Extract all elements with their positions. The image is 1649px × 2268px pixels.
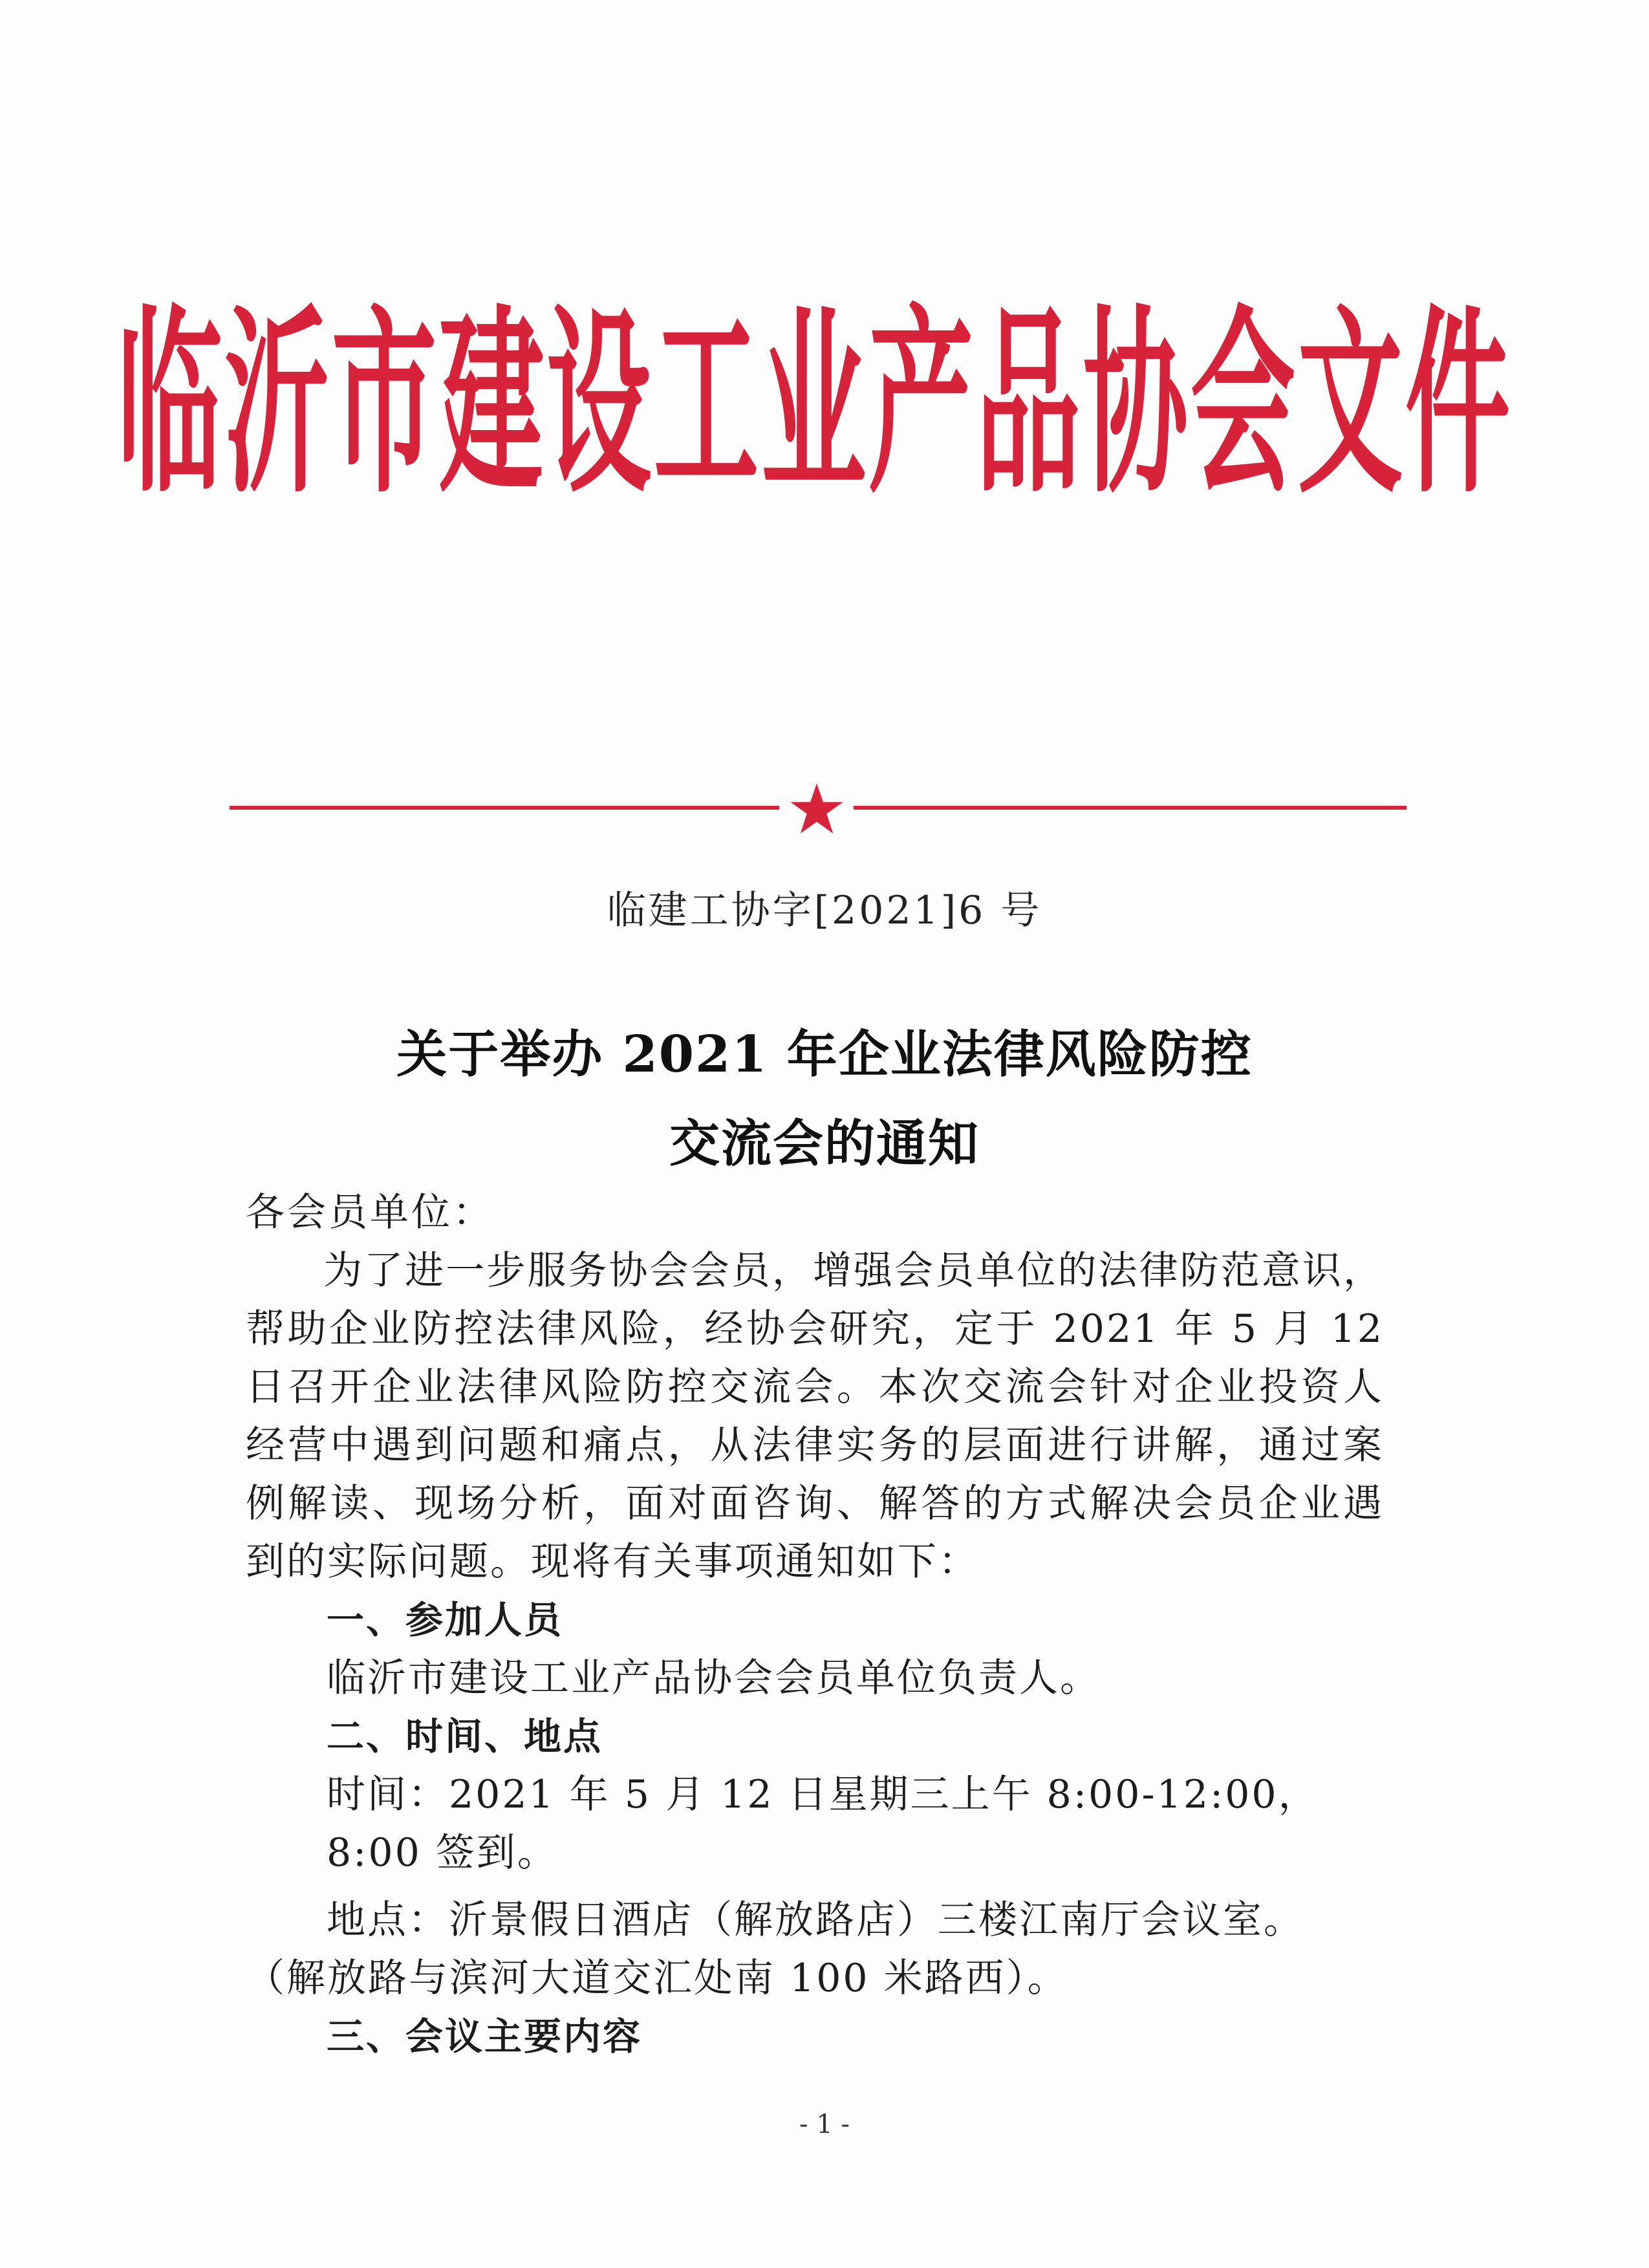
salutation: 各会员单位： <box>246 1190 494 1235</box>
document-number: 临建工协字[2021]6 号 <box>607 888 1042 933</box>
masthead <box>117 259 1513 521</box>
section-heading-participants: 一、参加人员 <box>327 1598 564 1642</box>
notice-title-line1: 关于举办 2021 年企业法律风险防控 <box>396 1025 1253 1084</box>
masthead-title: 临沂市建设工业产品协会文件 <box>117 290 1513 521</box>
section-heading-content: 三、会议主要内容 <box>327 2014 643 2058</box>
time-line-1: 时间：2021 年 5 月 12 日星期三上午 8:00-12:00， <box>327 1772 1319 1817</box>
star-icon <box>788 780 846 838</box>
notice-title-line2: 交流会的通知 <box>669 1114 980 1173</box>
notice-body <box>246 1183 1384 2066</box>
place-line-1: 地点：沂景假日酒店（解放路店）三楼江南厅会议室。 <box>327 1897 1304 1943</box>
intro-paragraph: 为了进一步服务协会会员，增强会员单位的法律防范意识，帮助企业防控法律风险，经协会研究，定于 2021 年 5 月 12 日召开企业法律风险防控交流会。本次交流会针对企业投资人经营中遇到问题和痛点，从法律实务的层面进行讲解，通过案例解读、现场分析，面对面咨询、解答的方式解决会员企业遇到的实际问题。现将有关事项通知如下： <box>246 1248 1384 1584</box>
place-line-2: （解放路与滨河大道交汇处南 100 米路西）。 <box>246 1956 1068 2001</box>
section-heading-time-place: 二、时间、地点 <box>327 1714 603 1758</box>
time-line-2: 8:00 签到。 <box>327 1830 558 1875</box>
participants-text: 临沂市建设工业产品协会会员单位负责人。 <box>327 1656 1101 1701</box>
red-rule-right <box>854 806 1406 810</box>
red-rule-left <box>230 806 779 810</box>
page-number: - 1 - <box>799 2110 850 2139</box>
